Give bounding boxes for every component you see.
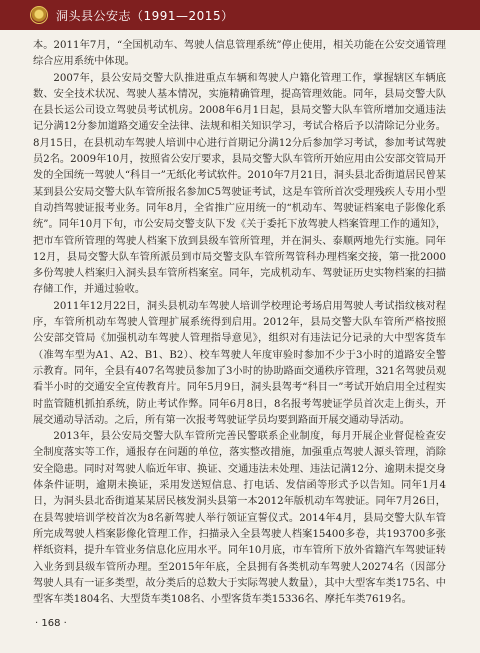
paragraph: 2011年12月22日，洞头县机动车驾驶人培训学校理论考场启用驾驶人考试指纹核对程序，车管所机动车驾驶人管理扩展系统得到启用。2012年，县局交警大队车管所严格按照公安部交管局《加强机动车驾驶人管理指导意见》，组织对有违法记分记录的大中型客货车（准驾车型为A1、A2、B1、B2）、校车驾驶人年度审验时参加不少于3小时的道路安全警示教育。同年，全县有407名驾驶员参加了3小时的协助路面交通秩序管理，321名驾驶员观看半小时的交通安全宣传教育片。同年5月9日，洞头县驾考“科目一”考试开始启用全过程实时监管随机抓拍系统，防止考试作弊。同年6月8日，8名报考驾驶证学员首次走上街头，开展交通动导活动。之后，所有第一次报考驾驶证学员均要到路面开展交通动导活动。 [33, 300, 446, 426]
paragraph: 2013年，县公安局交警大队车管所完善民警联系企业制度，每月开展企业督促检查安全制度落实等工作，通报存在问题的单位，落实整改措施，加强重点驾驶人源头管理，消除安全隐患。同时对驾驶人临近年审、换证、交通违法未处理、违法记满12分、逾期未提交身体条件证明，逾期未换证，采用发送短信息、打电话、发信函等形式予以告知。同年1月4日，为洞头县北岙街道某某居民核发洞头县第一本2012年版机动车驾驶证。同年7月26日，在县驾驶培训学校首次为8名新驾驶人举行领证宣誓仪式。2014年4月，县局交警大队车管所完成驾驶人档案影像化管理工作，扫描录入全县驾驶人档案15400多卷，共193700多张样纸资料，提升车管业务信息化应用水平。同年10月底，市车管所下放外省籍汽车驾驶证转入业务到县级车管所办理。至2015年年底，全县拥有各类机动车驾驶人20274名（因部分驾驶人具有一证多类型，故分类后的总数大于实际驾驶人数量），其中大型客车类175名、中型客车类1804名、大型货车类108名、小型客货车类15336名、摩托车类7619名。 [33, 431, 446, 606]
page-header [0, 0, 480, 30]
paragraph: 2007年，县公安局交警大队推进重点车辆和驾驶人户籍化管理工作，掌握辖区车辆底数、安全技术状况、驾驶人基本情况，实施精确管理，提高管理效能。同年，县局交警大队在县长运公司设立驾驶员考试机房。2008年6月1日起，县局交警大队车管所增加交通违法记分满12分参加道路交通安全法律、法规和相关知识学习，考试合格后予以清除记分业务。8月15日，在县机动车驾驶人培训中心进行首期记分满12分后参加学习考试，参加考试驾驶员2名。2009年10月，按照省公安厅要求，县局交警大队车管所开始应用由公安部交管局开发的全国统一驾驶人“科目一”无纸化考试软件。2010年7月21日，洞头县北岙街道居民曾某某到县公安局交警大队车管所报名参加C5驾驶证考试，这是车管所首次受理残疾人专用小型自动挡驾驶证报考业务。同年8月，全省推广应用统一的“机动车、驾驶证档案电子影像化系统”。同年10月下旬，市公安局交警支队下发《关于委托下放驾驶人档案管理工作的通知》，把市车管所管理的驾驶人档案下放到县级车管所管理，并在洞头、泰顺两地先行实施。同年12月，县局交警大队车管所派员到市局交警支队车管所驾管科办理档案交接，第一批2000多份驾驶人档案归入洞头县车管所档案室。同年，完成机动车、驾驶证历史实物档案的扫描存储工作，并通过验收。 [33, 72, 446, 296]
page-number: · 168 · [35, 618, 67, 629]
book-title: 洞头县公安志（1991—2015） [56, 8, 234, 23]
body-text [33, 38, 446, 608]
paragraph: 本。2011年7月，“全国机动车、驾驶人信息管理系统”停止使用，相关功能在公安交通管理综合应用系统中体现。 [33, 40, 446, 68]
police-emblem-icon [30, 6, 48, 24]
